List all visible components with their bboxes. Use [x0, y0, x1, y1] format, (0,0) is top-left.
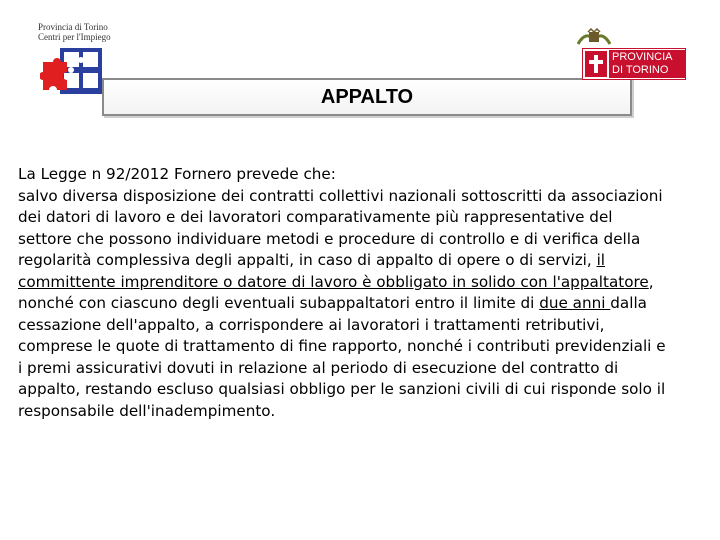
- text-part-3: dalla cessazione dell'appalto, a corrispondere ai lavoratori i trattamenti retributivi, comprese le quote di trattamento di fine rapporto, nonché i contributi previdenziali e i premi assicurativi dovuti in relazione al periodo di esecuzione del contratto di appalto, restando escluso qualsiasi obbligo per le sanzioni civili di cui risponde solo il responsabile dell'inadempimento.: [18, 294, 666, 420]
- crest-icon: [574, 28, 614, 50]
- text-part-2: , nonché con ciascuno degli eventuali subappaltatori entro il limite di: [18, 272, 654, 312]
- title-banner: [102, 78, 632, 116]
- intro-line: La Legge n 92/2012 Fornero prevede che:: [18, 165, 336, 183]
- provincia-line-1: PROVINCIA: [612, 51, 673, 63]
- puzzle-logo-icon: [40, 46, 104, 98]
- org-line-2: Centri per l'Impiego: [38, 32, 111, 42]
- underlined-committente: il committente imprenditore o datore di lavoro è obbligato in solido con l'appaltatore: [18, 251, 649, 291]
- provincia-line-2: DI TORINO: [612, 64, 669, 76]
- text-part-1: salvo diversa disposizione dei contratti collettivi nazionali sottoscritti da associazioni dei datori di lavoro e dei lavoratori comparativamente più rappresentative del settore che possono individuare metodi e procedure di controllo e di verifica della regolarità complessiva degli appalti, in caso di appalto di opere o di servizi,: [18, 186, 663, 269]
- provincia-logo-text: [609, 50, 685, 78]
- org-line-1: Provincia di Torino: [38, 22, 108, 32]
- org-name-logo: [38, 22, 111, 42]
- cross-flag-icon: [585, 51, 607, 77]
- page-title: APPALTO: [320, 86, 414, 108]
- underlined-due-anni: due anni: [539, 294, 611, 312]
- main-paragraph: [18, 186, 668, 423]
- provincia-logo: [582, 48, 686, 80]
- body-text: [18, 164, 668, 422]
